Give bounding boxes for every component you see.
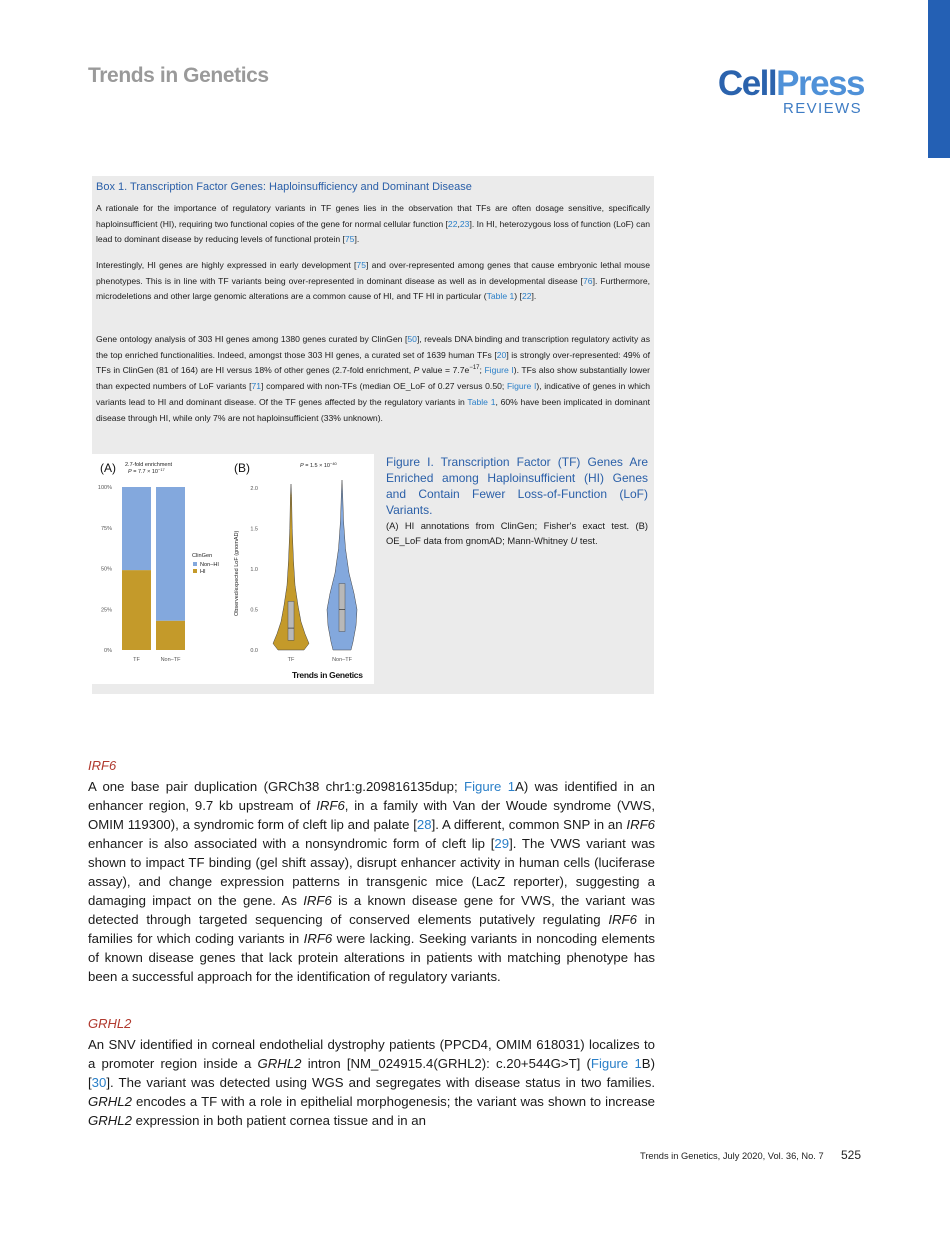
ref-link[interactable]: 75 (356, 260, 366, 270)
table-link[interactable]: Table 1 (467, 396, 496, 407)
y-tick-label: 2.0 (250, 486, 258, 493)
figure-link[interactable]: Figure I (506, 381, 537, 392)
side-tab (928, 0, 950, 158)
boxplot-Non–TF (339, 584, 345, 632)
panel-a-label: (A) (100, 461, 116, 475)
caption-body: (A) HI annotations from ClinGen; Fisher's exact test. (B) OE_LoF data from gnomAD; Mann-Whitney U test. (386, 520, 648, 547)
x-tick-label: TF (133, 657, 140, 663)
panel-a-bars (122, 487, 185, 650)
panel-b-ylabel: Observed/expected LoF (gnomAD) (234, 530, 240, 616)
y-tick-label: 0% (104, 648, 112, 654)
y-tick-label: 1.0 (250, 567, 258, 573)
legend-swatch (193, 562, 197, 566)
ref-link[interactable]: 23 (459, 218, 470, 229)
ref-link[interactable]: 76 (583, 275, 593, 286)
ref-link[interactable]: 75 (344, 234, 355, 245)
figure-link[interactable]: Figure 1 (590, 1056, 642, 1071)
ref-link[interactable]: 29 (494, 836, 510, 851)
y-tick-label: 1.5 (250, 526, 258, 533)
section-heading-irf6: IRF6 (88, 758, 117, 773)
ref-link[interactable]: 50 (407, 334, 417, 344)
panel-a-annotation-line1: 2.7-fold enrichment (125, 462, 173, 468)
legend-entry: HI (200, 569, 206, 575)
panel-b-label: (B) (234, 461, 250, 475)
ref-link[interactable]: 20 (496, 349, 507, 360)
bar-nonhi-TF (122, 487, 151, 570)
trends-in-genetics-watermark: Trends in Genetics (292, 670, 363, 680)
y-tick-label: 0.5 (250, 607, 258, 614)
figure-i (92, 454, 374, 684)
legend-swatch (193, 569, 197, 573)
logo-wordmark: CellPress (717, 64, 864, 103)
ref-link[interactable]: 22 (521, 291, 532, 302)
legend-entry: Non–HI (200, 562, 219, 568)
panel-a-x-axis (133, 657, 181, 663)
journal-title: Trends in Genetics (88, 64, 269, 87)
y-tick-label: 75% (100, 525, 112, 532)
cellpress-logo[interactable] (712, 64, 864, 120)
ref-link[interactable]: 22 (447, 218, 458, 229)
y-tick-label: 50% (100, 566, 112, 573)
box-paragraph: A rationale for the importance of regulatory variants in TF genes lies in the observation that TFs are often dosage sensitive, specifically haploinsufficient (HI), requiring two functional copies of the gene for normal cellular function [22,23]. In HI, heterozygous loss of function (LoF) can lead to dominant disease by reducing levels of functional protein [75]. (96, 203, 651, 245)
section-paragraph-irf6: A one base pair duplication (GRCh38 chr1:g.209816135dup; Figure 1A) was identified in an enhancer region, 9.7 kb upstream of IRF6, in a family with Van der Woude syndrome (VWS, OMIM 119300), a syndromic form of cleft lip and palate [28]. A different, common SNP in an IRF6 enhancer is also associated with a nonsyndromic form of cleft lip [29]. The VWS variant was shown to impact TF binding (gel shift assay), disrupt enhancer activity in human cells (luciferase assay), and change expression patterns in transgenic mice (LacZ reporter), suggesting a damaging impact on the gene. As IRF6 is a known disease gene for VWS, the variant was detected through targeted sequencing of conserved elements putatively regulating IRF6 in families for which coding variants in IRF6 were lacking. Seeking variants in noncoding elements of known disease genes that lack protein alterations in patients with matching phenotype has been a successful approach for the identification of regulatory variants. (88, 779, 655, 984)
ref-link[interactable]: 28 (416, 817, 432, 832)
legend (193, 562, 219, 575)
ref-link[interactable]: 30 (91, 1075, 107, 1090)
y-tick-label: 0.0 (250, 648, 258, 654)
table-link[interactable]: Table 1 (486, 291, 515, 302)
figure-i-chart (92, 454, 374, 684)
caption-title: Figure I. Transcription Factor (TF) Genes Are Enriched among Haploinsufficient (HI) Genes and Contain Fewer Loss-of-Function (LoF) Variants. (386, 455, 648, 517)
boxplot-TF (288, 601, 294, 640)
panel-b-annotation-pvalue: $P = 1.5 \times 10^{-40}$ (300, 461, 337, 469)
logo-subtitle: REVIEWS (783, 100, 862, 117)
ref-link[interactable]: 71 (251, 381, 262, 392)
box-paragraph: Gene ontology analysis of 303 HI genes among 1380 genes curated by ClinGen [50], reveals DNA binding and transcription regulatory activity as the top enriched functionalities. Indeed, amongst those 303 HI genes, a curated set of 1639 human TFs [20] is strongly over-represented: 49% of TFs in ClinGen (81 of 164) are HI versus 18% of other genes (2.7-fold enrichment, P value = $7.7e^{-17}$; Figure I). TFs also show substantially lower than expected numbers of LoF variants [71] compared with non-TFs (median OE_LoF of 0.27 versus 0.50; Figure I), indicative of genes in which variants lead to HI and dominant disease. Of the TF genes affected by the regulatory variants in Table 1, 60% have been implicated in dominant disease through HI, while only 7% are not haploinsufficient (33% unknown). (96, 334, 651, 423)
box-title: Box 1. Transcription Factor Genes: Haploinsufficiency and Dominant Disease (96, 181, 472, 193)
panel-b-y-axis (250, 486, 258, 654)
footer-citation: Trends in Genetics, July 2020, Vol. 36, No. 7 (640, 1151, 824, 1161)
box-1 (92, 176, 654, 694)
figure-link[interactable]: Figure I (484, 365, 514, 376)
y-tick-label: 100% (97, 485, 112, 491)
section-paragraph-grhl2: An SNV identified in corneal endothelial dystrophy patients (PPCD4, OMIM 618031) localizes to a promoter region inside a GRHL2 intron [NM_024915.4(GRHL2): c.20+544G>T] (Figure 1B) [30]. The variant was detected using WGS and segregates with disease status in two families. GRHL2 encodes a TF with a role in epithelial morphogenesis; the variant was shown to increase GRHL2 expression in both patient cornea tissue and in an (88, 1037, 655, 1128)
figure-link[interactable]: Figure 1 (464, 779, 516, 794)
x-tick-label: TF (287, 657, 295, 663)
panel-a-y-axis (98, 485, 112, 654)
bar-nonhi-Non–TF (156, 487, 185, 621)
panel-b-x-axis (288, 657, 353, 663)
bar-hi-Non–TF (156, 621, 185, 650)
bar-hi-TF (122, 570, 151, 650)
panel-a-annotation-pvalue: $P = 7.7 \times 10^{-17}$ (128, 467, 165, 475)
panel-b-violins (273, 480, 357, 650)
page-number: 525 (841, 1148, 862, 1162)
x-tick-label: Non–TF (160, 657, 181, 663)
y-tick-label: 25% (100, 607, 112, 614)
figure-caption (386, 454, 648, 548)
box-paragraph: Interestingly, HI genes are highly expressed in early development [75] and over-represented among genes that cause embryonic lethal mouse phenotypes. This is in line with TF variants being over-represented in dominant disease as well as in developmental disease [76]. Furthermore, microdeletions and other large genomic alterations are a common cause of HI, and TF HI in particular (Table 1) [22]. (96, 260, 650, 302)
legend-title: ClinGen (192, 553, 213, 559)
section-heading-grhl2: GRHL2 (88, 1016, 132, 1031)
x-tick-label: Non–TF (332, 657, 352, 663)
